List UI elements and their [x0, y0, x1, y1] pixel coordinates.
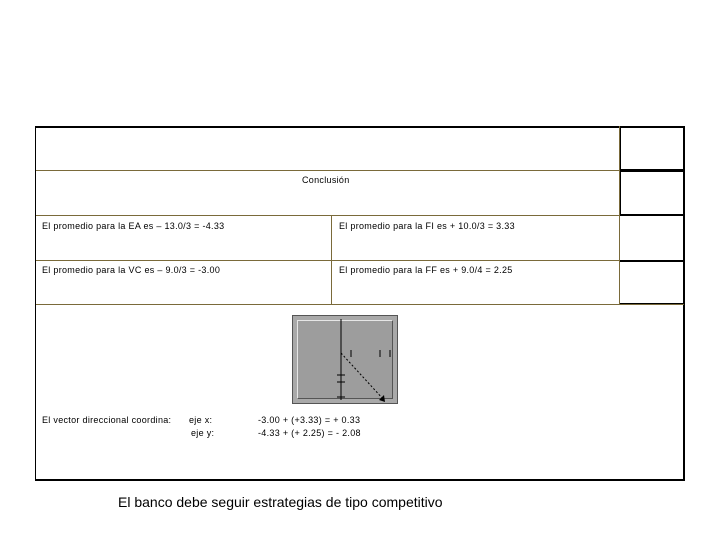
direction-vector-arrowhead [379, 395, 385, 402]
direction-vector-line [341, 353, 384, 400]
average-vc-text: El promedio para la VC es – 9.0/3 = -3.00 [42, 265, 221, 275]
conclusion-statement: El banco debe seguir estrategias de tipo competitivo [118, 494, 443, 510]
right-column-box-2 [619, 171, 685, 216]
x-axis-label: eje x: [189, 415, 213, 425]
average-fi-text: El promedio para la FI es + 10.0/3 = 3.33 [339, 221, 515, 231]
y-formula: -4.33 + (+ 2.25) = - 2.08 [258, 428, 361, 438]
direction-vector-plot [292, 315, 398, 404]
y-axis-label: eje y: [191, 428, 215, 438]
vector-label: El vector direccional coordina: [42, 415, 172, 425]
conclusion-heading: Conclusión [302, 175, 350, 185]
row-divider-2 [36, 215, 619, 216]
row-divider-3 [36, 260, 619, 261]
row-divider-4 [36, 304, 684, 305]
row-divider-1 [36, 170, 619, 171]
column-divider-right [619, 126, 620, 304]
x-formula: -3.00 + (+3.33) = + 0.33 [258, 415, 361, 425]
right-column-box-1 [619, 126, 685, 171]
right-column-box-3 [619, 216, 685, 260]
right-column-box-4 [619, 260, 685, 305]
vector-plot-svg [292, 315, 398, 404]
average-ff-text: El promedio para la FF es + 9.0/4 = 2.25 [339, 265, 513, 275]
column-divider-mid [331, 216, 332, 304]
average-ea-text: El promedio para la EA es – 13.0/3 = -4.33 [42, 221, 225, 231]
